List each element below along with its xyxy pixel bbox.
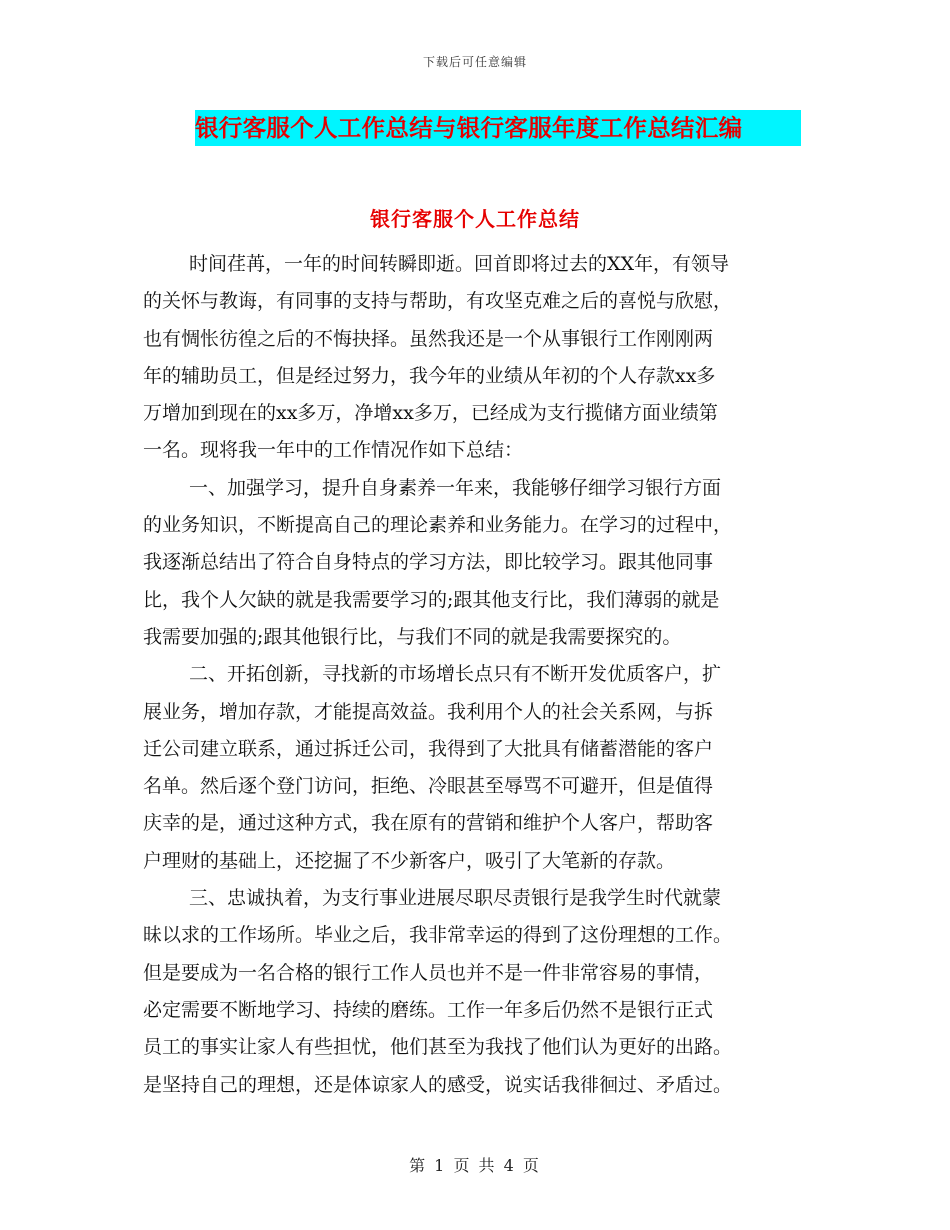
paragraph-line: 一名。现将我一年中的工作情况作如下总结：	[143, 439, 524, 462]
page-header: 下载后可任意编辑	[422, 55, 527, 69]
paragraph-line: 的业务知识，不断提高自己的理论素养和业务能力。在学习的过程中，	[143, 514, 733, 537]
paragraph-line: 员工的事实让家人有些担忧，他们甚至为我找了他们认为更好的出路。	[143, 1036, 733, 1059]
paragraph-line: 展业务，增加存款，才能提高效益。我利用个人的社会关系网，与拆	[143, 700, 714, 723]
paragraph-line: 二、开拓创新，寻找新的市场增长点只有不断开发优质客户，扩	[189, 663, 722, 686]
paragraph-line: 户理财的基础上，还挖掘了不少新客户，吸引了大笔新的存款。	[143, 849, 676, 872]
paragraph-line: 昧以求的工作场所。毕业之后，我非常幸运的得到了这份理想的工作。	[143, 924, 733, 947]
paragraph-line: 也有惆怅彷徨之后的不悔抉择。虽然我还是一个从事银行工作刚刚两	[143, 327, 714, 350]
paragraph-line: 我需要加强的;跟其他银行比，与我们不同的就是我需要探究的。	[143, 625, 682, 648]
paragraph-line: 迁公司建立联系，通过拆迁公司，我得到了大批具有储蓄潜能的客户	[143, 737, 714, 760]
paragraph-line: 必定需要不断地学习、持续的磨练。工作一年多后仍然不是银行正式	[143, 998, 714, 1021]
paragraph-line: 名单。然后逐个登门访问，拒绝、冷眼甚至辱骂不可避开，但是值得	[143, 775, 714, 798]
document-title: 银行客服个人工作总结与银行客服年度工作总结汇编	[195, 114, 743, 142]
paragraph-line: 年的辅助员工，但是经过努力，我今年的业绩从年初的个人存款xx多	[143, 364, 716, 387]
paragraph-line: 万增加到现在的xx多万，净增xx多万，已经成为支行揽储方面业绩第	[143, 402, 718, 425]
document-title-highlight	[195, 110, 801, 146]
paragraph-line: 时间荏苒，一年的时间转瞬即逝。回首即将过去的XX年，有领导	[189, 253, 730, 275]
section-title: 银行客服个人工作总结	[370, 207, 580, 231]
paragraph-line: 我逐渐总结出了符合自身特点的学习方法，即比较学习。跟其他同事	[143, 551, 714, 574]
paragraph-line: 是坚持自己的理想，还是体谅家人的感受，说实话我徘徊过、矛盾过。	[143, 1073, 733, 1096]
paragraph-line: 但是要成为一名合格的银行工作人员也并不是一件非常容易的事情，	[143, 961, 714, 984]
paragraph-line: 庆幸的是，通过这种方式，我在原有的营销和维护个人客户，帮助客	[143, 812, 714, 835]
paragraph-line: 比，我个人欠缺的就是我需要学习的;跟其他支行比，我们薄弱的就是	[143, 588, 720, 611]
page-footer: 第 1 页 共 4 页	[409, 1156, 541, 1175]
paragraph-line: 的关怀与教诲，有同事的支持与帮助，有攻坚克难之后的喜悦与欣慰，	[143, 290, 733, 313]
paragraph-line: 三、忠诚执着，为支行事业进展尽职尽责银行是我学生时代就蒙	[189, 887, 722, 910]
body-text	[143, 246, 811, 1104]
paragraph-line: 一、加强学习，提升自身素养一年来，我能够仔细学习银行方面	[189, 476, 722, 499]
